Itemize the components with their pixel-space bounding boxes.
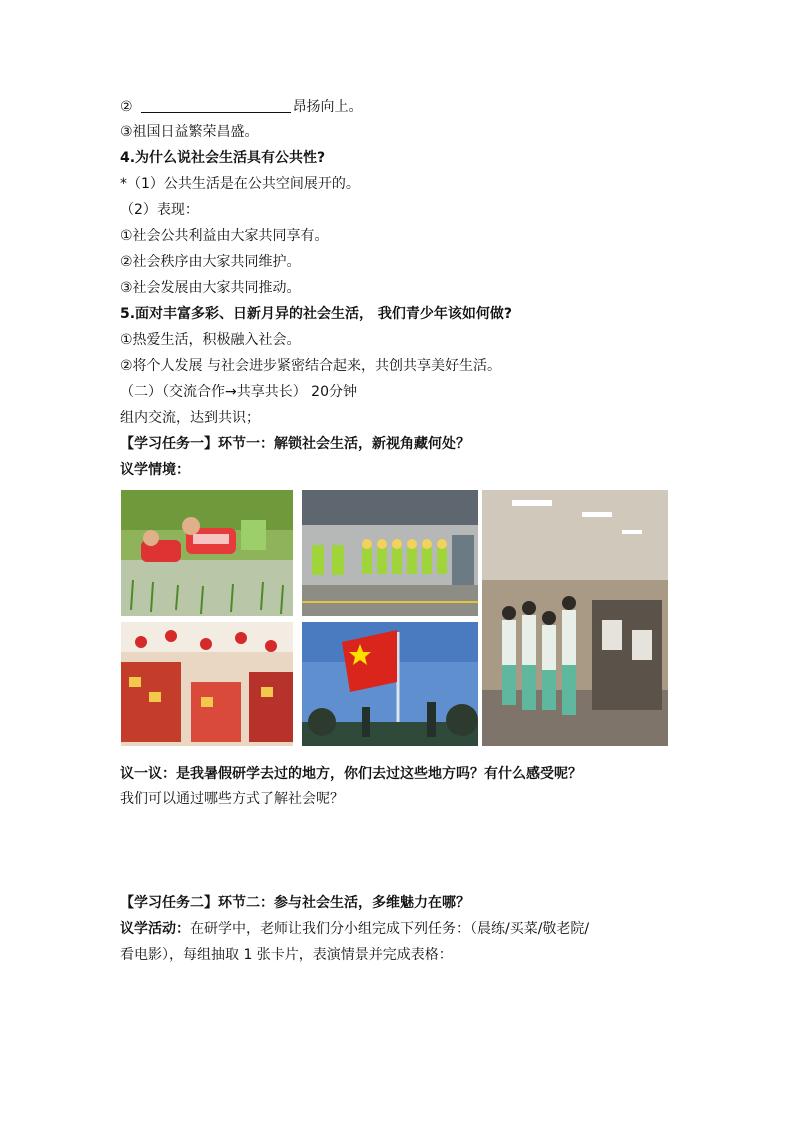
text-line: ②社会秩序由大家共同维护。 [120, 254, 301, 270]
activity-label: 议学活动： [120, 921, 190, 937]
item-marker: ② [120, 99, 133, 115]
text-line: ②将个人发展 与社会进步紧密结合起来，共创共享美好生活。 [120, 358, 501, 374]
text-line: ③祖国日益繁荣昌盛。 [120, 124, 259, 140]
activity-line-2: 看电影），每组抽取 1 张卡片，表演情景并完成表格： [120, 947, 453, 963]
discussion-prompt: 议一议：是我暑假研学去过的地方，你们去过这些地方吗？有什么感受呢？ [120, 766, 582, 782]
activity-line [120, 919, 589, 939]
text-line: *（1）公共生活是在公共空间展开的。 [120, 176, 360, 192]
activity-text: 在研学中，老师让我们分小组完成下列任务：（晨练/买菜/敬老院/ [190, 921, 590, 937]
text-line: ③社会发展由大家共同推动。 [120, 280, 301, 296]
item-text: 昂扬向上。 [292, 99, 363, 115]
fill-blank[interactable] [141, 98, 291, 113]
question-5-heading: 5.面对丰富多彩、日新月异的社会生活， 我们青少年该如何做? [120, 306, 513, 322]
photo-flag-raising [302, 622, 478, 746]
text-line: （2）表现： [120, 202, 199, 218]
text-line: ①社会公共利益由大家共同享有。 [120, 228, 329, 244]
blank-line-2 [120, 97, 363, 117]
photo-museum-visit [482, 490, 668, 746]
section-subheading: （二）（交流合作→共享共长） 20分钟 [120, 384, 357, 400]
task-1-heading: 【学习任务一】环节一：解锁社会生活，新视角藏何处？ [120, 436, 470, 452]
photo-rice-planting [121, 490, 293, 616]
text-line: 组内交流，达到共识； [120, 410, 260, 426]
photo-supermarket [121, 622, 293, 746]
situation-label: 议学情境： [120, 462, 190, 478]
photo-factory-visit [302, 490, 478, 616]
task-2-heading: 【学习任务二】环节二：参与社会生活，多维魅力在哪？ [120, 895, 470, 911]
discussion-question: 我们可以通过哪些方式了解社会呢？ [120, 791, 344, 807]
question-4-heading: 4.为什么说社会生活具有公共性? [120, 150, 326, 166]
text-line: ①热爱生活，积极融入社会。 [120, 332, 301, 348]
